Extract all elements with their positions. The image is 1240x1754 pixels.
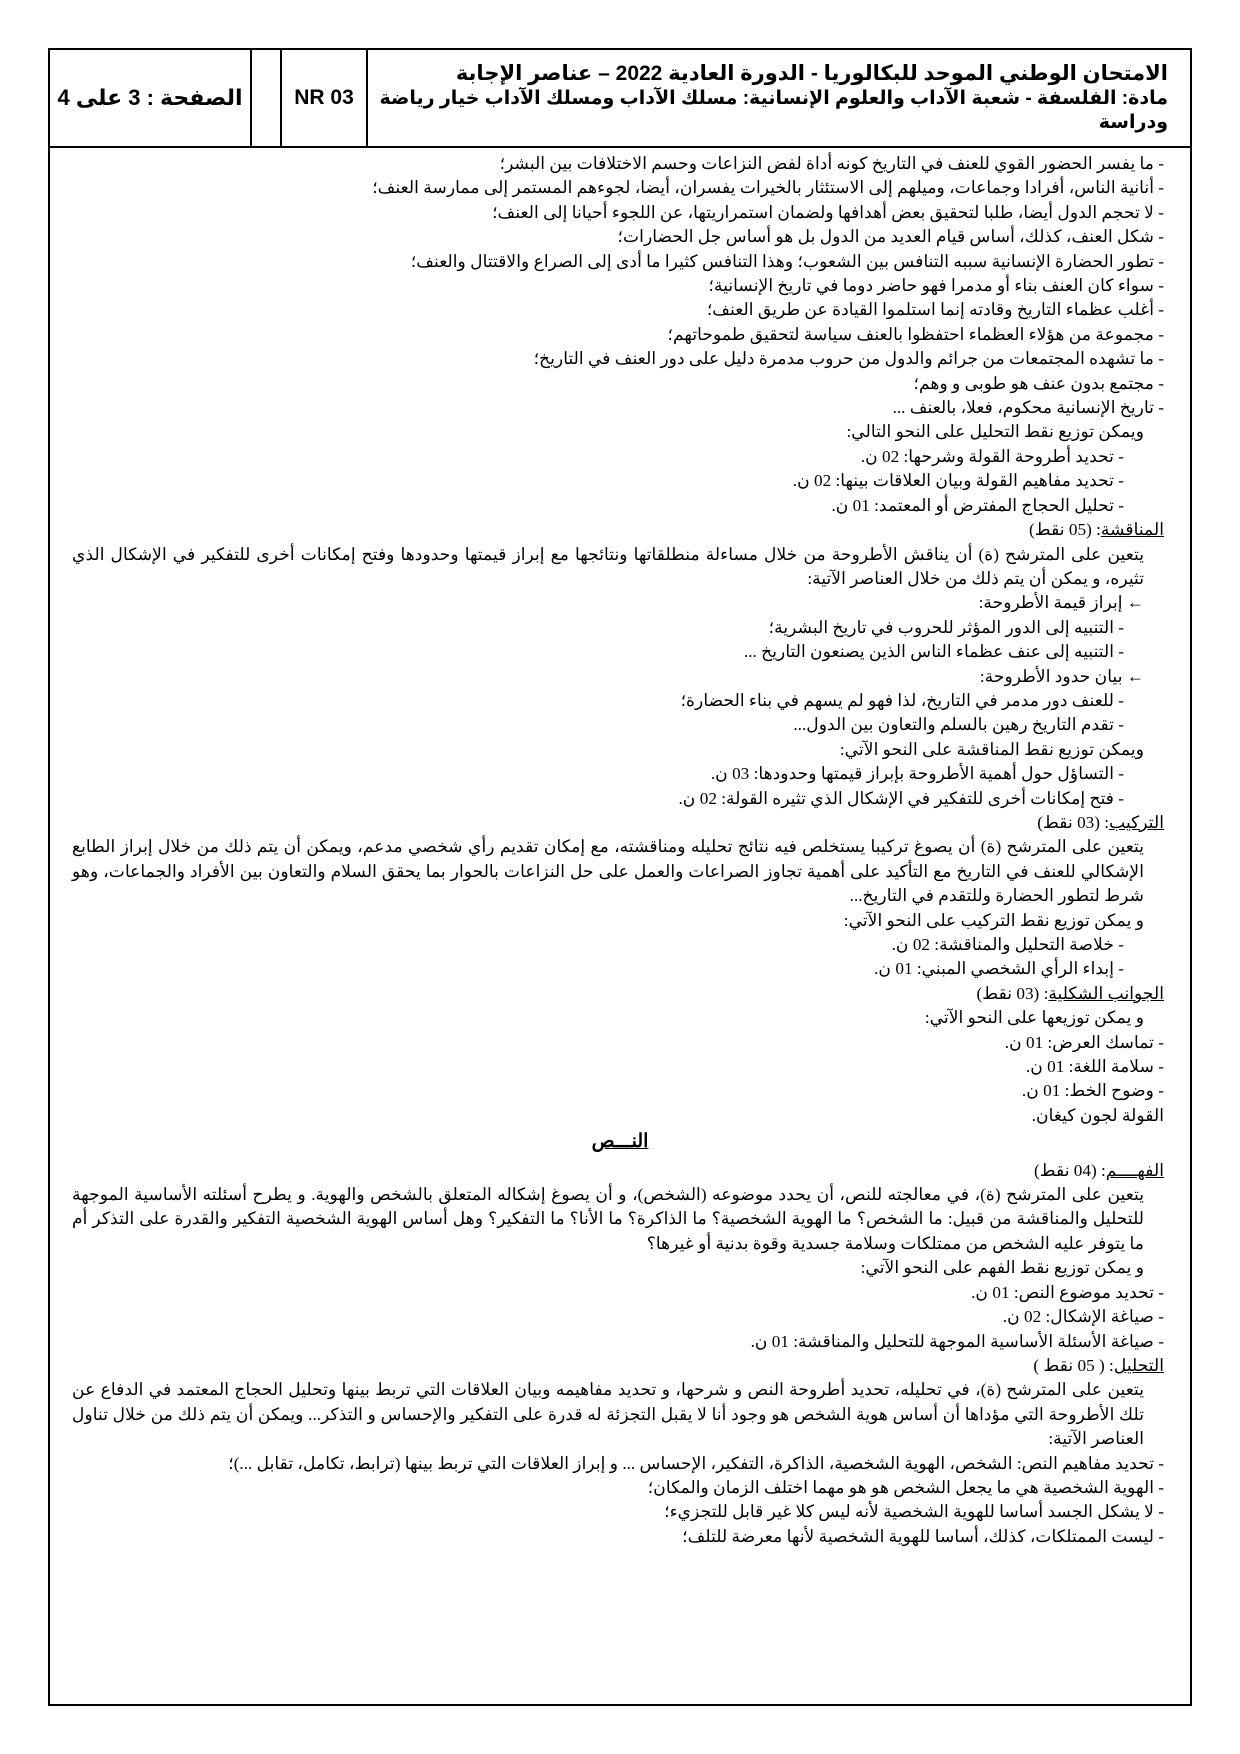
list-item: - تحليل الحجاج المفترض أو المعتمد: 01 ن. xyxy=(831,495,1124,515)
list-item: - لا يشكل الجسد أساسا للهوية الشخصية لأنه ليس كلا غير قابل للتجزيء؛ xyxy=(664,1502,1164,1522)
discussion-limits-heading: ← بيان حدود الأطروحة: xyxy=(979,666,1144,686)
analysis-heading: التحليل xyxy=(1113,1355,1164,1375)
discussion-heading: المناقشة xyxy=(1100,520,1164,540)
list-item: - ليست الممتلكات، كذلك، أساسا للهوية الشخصية لأنها معرضة للتلف؛ xyxy=(682,1526,1164,1546)
list-item: - التنبيه إلى عنف عظماء الناس الذين يصنعون التاريخ ... xyxy=(743,642,1124,662)
list-item: - تحديد مفاهيم النص: الشخص، الهوية الشخصية، الذاكرة، التفكير، الإحساس ... و إبراز العلاقات التي تربط بينها (ترابط، تكامل، تقابل ...)؛ xyxy=(228,1453,1164,1473)
list-item: - تماسك العرض: 01 ن. xyxy=(1004,1032,1164,1052)
list-item: - الهوية الشخصية هي ما يجعل الشخص هو هو مهما اختلف الزمان والمكان؛ xyxy=(647,1477,1164,1497)
discussion-paragraph: يتعين على المترشح (ة) أن يناقش الأطروحة من خلال مساءلة منطلقاتها ونتائجها مع إبراز قيمتها وحدودها وفتح إمكانات أخرى للتفكير في الإشكال الذي تثيره، و يمكن أن يتم ذلك من خلال العناصر الآتية: xyxy=(72,544,1144,588)
formal-heading-line xyxy=(72,982,1168,1006)
comprehension-heading-line xyxy=(72,1159,1168,1183)
discussion-value-heading: ← إبراز قيمة الأطروحة: xyxy=(978,593,1144,613)
list-item: - خلاصة التحليل والمناقشة: 02 ن. xyxy=(891,935,1124,954)
comprehension-distribution-intro: و يمكن توزيع نقط الفهم على النحو الآتي: xyxy=(860,1258,1144,1278)
list-item: - التنبيه إلى الدور المؤثر للحروب في تاريخ البشرية؛ xyxy=(768,617,1124,637)
list-item: - تحديد موضوع النص: 01 ن. xyxy=(971,1282,1164,1302)
text-section-title: النـــص xyxy=(591,1131,649,1153)
intro-bullet-list xyxy=(72,152,1168,420)
exam-subject: مادة: الفلسفة - شعبة الآداب والعلوم الإنسانية: مسلك الآداب ومسلك الآداب خيار رياضة ودراسة xyxy=(379,88,1168,133)
comprehension-heading: الفهــــم xyxy=(1105,1160,1164,1180)
synthesis-points: : (03 نقط) xyxy=(1037,812,1110,832)
comprehension-paragraph: يتعين على المترشح (ة)، في معالجته للنص، أن يحدد موضوعه (الشخص)، و أن يصوغ إشكاله المتعلق بالشخص والهوية. و يطرح أسئلته الأساسية الموجهة للتحليل والمناقشة من قبيل: ما الشخص؟ ما الهوية الشخصية؟ ما الذاكرة؟ ما الأنا؟ ما التفكير؟ وهل أساس الهوية الشخصية التفكير والقدرة على التذكر أم ما يتوفر عليه الشخص من ممتلكات وسلامة جسدية وقوة بدنية أو غيرها؟ xyxy=(72,1185,1144,1253)
list-item: - لا تحجم الدول أيضا، طلبا لتحقيق بعض أهدافها ولضمان استمراريتها، عن اللجوء أحيانا إلى العنف؛ xyxy=(492,202,1164,222)
analysis-points: : ( 05 نقط ) xyxy=(1033,1355,1114,1375)
page-frame xyxy=(48,48,1192,1706)
analysis-heading-line xyxy=(72,1354,1168,1378)
list-item: - تاريخ الإنسانية محكوم، فعلا، بالعنف ... xyxy=(892,398,1164,418)
synthesis-heading: التركيب xyxy=(1109,812,1164,832)
exam-header xyxy=(50,50,1190,148)
formal-points: : (03 نقط) xyxy=(976,983,1049,1003)
list-item: - أنانية الناس، أفرادا وجماعات، وميلهم إلى الاستئثار بالخيرات يفسران، أيضا، لجوءهم المستمر إلى ممارسة العنف؛ xyxy=(372,178,1164,198)
list-item: - سلامة اللغة: 01 ن. xyxy=(1025,1057,1164,1077)
exam-title: الامتحان الوطني الموحد للبكالوريا - الدورة العادية 2022 – عناصر الإجابة xyxy=(455,62,1168,85)
quote-attribution: القولة لجون كيغان. xyxy=(1031,1105,1164,1125)
list-item: - مجتمع بدون عنف هو طوبى و وهم؛ xyxy=(913,373,1164,393)
analysis-paragraph: يتعين على المترشح (ة)، في تحليله، تحديد أطروحة النص و شرحها، و تحديد مفاهيمه وبيان العلاقات التي تربط بينها وتحليل الحجاج المعتمد في الدفاع عن تلك الأطروحة التي مؤداها أن أساس هوية الشخص هو وجود أنا لا يقبل التجزئة له قدرة على التفكير والإحساس و التذكر... ويمكن أن يتم ذلك من خلال تناول العناصر الآتية: xyxy=(72,1380,1144,1449)
list-item: - شكل العنف، كذلك، أساس قيام العديد من الدول بل هو أساس جل الحضارات؛ xyxy=(617,227,1164,247)
list-item: - تطور الحضارة الإنسانية سببه التنافس بين الشعوب؛ وهذا التنافس كثيرا ما أدى إلى الصراع والاقتتال والعنف؛ xyxy=(410,251,1164,271)
exam-title-block xyxy=(366,50,1190,146)
list-item: - سواء كان العنف بناء أو مدمرا فهو حاضر دوما في تاريخ الإنسانية؛ xyxy=(708,276,1164,296)
list-item: - صياغة الأسئلة الأساسية الموجهة للتحليل والمناقشة: 01 ن. xyxy=(750,1331,1164,1351)
synthesis-distribution-intro: و يمكن توزيع نقط التركيب على النحو الآتي: xyxy=(843,910,1144,930)
discussion-points: : (05 نقط) xyxy=(1029,520,1101,540)
exam-code: NR 03 xyxy=(280,50,366,146)
discussion-distribution-intro: ويمكن توزيع نقط المناقشة على النحو الآتي: xyxy=(839,739,1144,759)
list-item: - ما يفسر الحضور القوي للعنف في التاريخ كونه أداة لفض النزاعات وحسم الاختلافات بين البشر؛ xyxy=(499,154,1164,173)
list-item: - إبداء الرأي الشخصي المبني: 01 ن. xyxy=(874,959,1124,979)
synthesis-paragraph: يتعين على المترشح (ة) أن يصوغ تركيبا يستخلص فيه نتائج تحليله ومناقشته، مع إمكان تقديم رأي شخصي مدعم، ويمكن أن يتم ذلك من خلال إبراز الطابع الإشكالي للعنف في التاريخ مع التأكيد على أهمية تجاوز الصراعات والعمل على حل النزاعات بالحوار بما يحقق السلام والتعاون بين الأفراد والجماعات، وهو شرط لتطور الحضارة وللتقدم في التاريخ... xyxy=(72,837,1144,906)
formal-distribution-intro: و يمكن توزيعها على النحو الآتي: xyxy=(924,1008,1144,1028)
list-item: - ما تشهده المجتمعات من جرائم والدول من حروب مدمرة دليل على دور العنف في التاريخ؛ xyxy=(533,349,1164,369)
list-item: - فتح إمكانات أخرى للتفكير في الإشكال الذي تثيره القولة: 02 ن. xyxy=(678,788,1124,808)
list-item: - تقدم التاريخ رهين بالسلم والتعاون بين الدول... xyxy=(793,715,1124,735)
list-item: - صياغة الإشكال: 02 ن. xyxy=(1002,1307,1164,1327)
list-item: - وضوح الخط: 01 ن. xyxy=(1021,1081,1164,1101)
analysis-distribution-intro: ويمكن توزيع نقط التحليل على النحو التالي: xyxy=(846,422,1144,442)
list-item: - للعنف دور مدمر في التاريخ، لذا فهو لم يسهم في بناء الحضارة؛ xyxy=(680,690,1124,710)
page-number: الصفحة : 3 على 4 xyxy=(57,85,243,110)
list-item: - مجموعة من هؤلاء العظماء احتفظوا بالعنف سياسة لتحقيق طموحاتهم؛ xyxy=(667,324,1164,344)
comprehension-points: : (04 نقط) xyxy=(1033,1160,1106,1180)
list-item: - تحديد مفاهيم القولة وبيان العلاقات بينها: 02 ن. xyxy=(792,471,1124,491)
list-item: - التساؤل حول أهمية الأطروحة بإبراز قيمتها وحدودها: 03 ن. xyxy=(710,764,1124,784)
header-spacer xyxy=(250,50,280,146)
discussion-heading-line xyxy=(72,518,1168,542)
list-item: - تحديد أطروحة القولة وشرحها: 02 ن. xyxy=(860,446,1124,466)
list-item: - أغلب عظماء التاريخ وقادته إنما استلموا القيادة عن طريق العنف؛ xyxy=(706,300,1164,320)
answer-content xyxy=(50,148,1190,1549)
formal-heading: الجوانب الشكلية xyxy=(1048,983,1164,1003)
synthesis-heading-line xyxy=(72,811,1168,835)
